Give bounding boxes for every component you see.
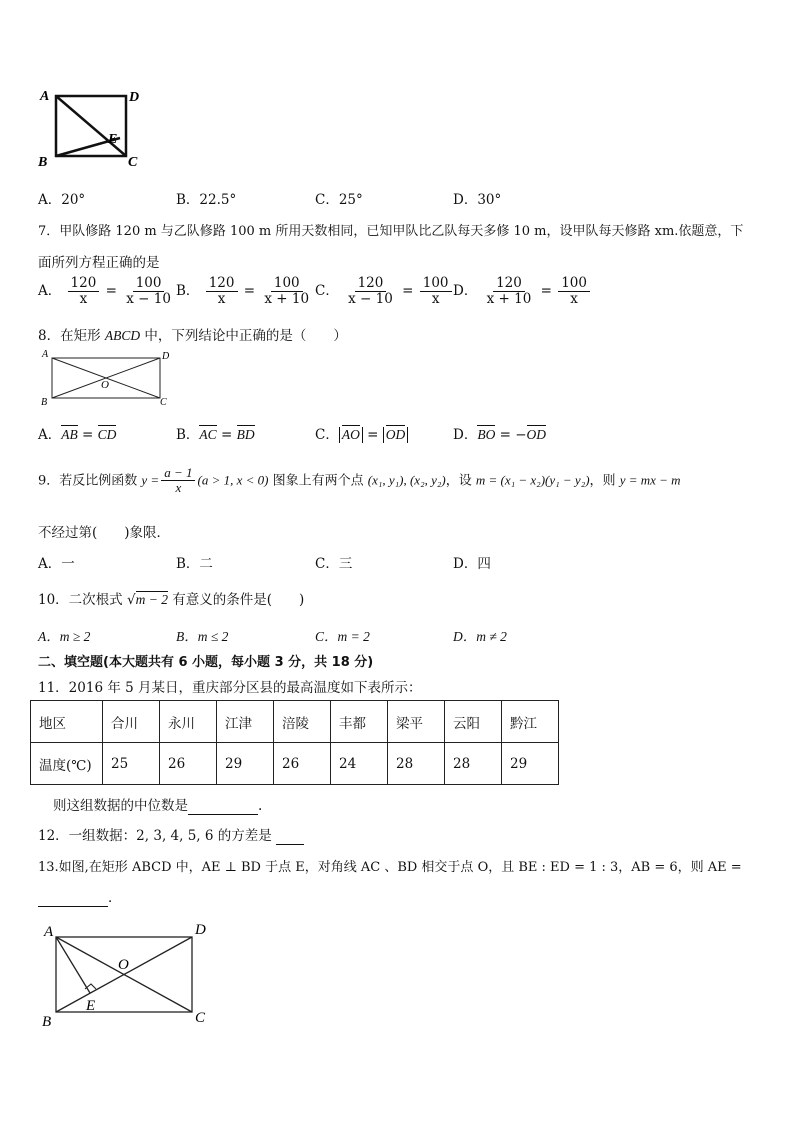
square-abcd-diagram bbox=[36, 86, 146, 172]
answer-blank[interactable] bbox=[276, 828, 304, 845]
label-A: A bbox=[44, 924, 54, 940]
q10-stem: 10．二次根式 √m − 2 有意义的条件是( ) bbox=[38, 592, 305, 608]
q9-option-a[interactable]: A．一 bbox=[38, 556, 75, 572]
q7-option-b[interactable]: B． $\frac{120}{x}$ = $\frac{100}{x + 10}$ bbox=[176, 276, 314, 307]
q9-stem-line2: 不经过第( )象限． bbox=[38, 525, 171, 541]
answer-blank[interactable] bbox=[38, 890, 108, 907]
answer-blank[interactable] bbox=[188, 798, 258, 815]
label-A: A bbox=[40, 89, 50, 104]
label-E: E bbox=[86, 998, 96, 1014]
option-label: B． bbox=[176, 282, 200, 299]
q11-stem: 11．2016 年 5 月某日，重庆部分区县的最高温度如下表所示： bbox=[38, 680, 422, 696]
q11-question: 则这组数据的中位数是 . bbox=[53, 798, 263, 814]
q8-option-d[interactable]: D．BO = −OD bbox=[453, 427, 547, 443]
fraction-left: $\frac{120}{x}$ bbox=[206, 276, 238, 307]
rectangle-abcd-diagram bbox=[38, 346, 178, 410]
label-B: B bbox=[38, 155, 48, 170]
temperature-table bbox=[30, 700, 559, 785]
q13-figure bbox=[38, 918, 218, 1030]
label-E: E bbox=[108, 132, 118, 147]
q6-option-c[interactable]: C．25° bbox=[315, 192, 363, 208]
label-O: O bbox=[118, 957, 129, 973]
label-O: O bbox=[101, 379, 109, 391]
fraction-left: $\frac{120}{x}$ bbox=[68, 276, 100, 307]
q8-figure bbox=[38, 346, 178, 410]
table-row bbox=[31, 701, 559, 743]
table-cell: 江津 bbox=[217, 701, 274, 743]
table-cell: 丰都 bbox=[331, 701, 388, 743]
q13-stem: 13.如图,在矩形 ABCD 中，AE ⊥ BD 于点 E，对角线 AC 、BD 相交于点 O，且 BE : ED = 1 : 3，AB = 6，则 AE = bbox=[38, 860, 742, 875]
option-label: A． bbox=[38, 282, 62, 299]
q10-option-c[interactable]: C．m = 2 bbox=[315, 629, 370, 644]
table-cell: 29 bbox=[217, 743, 274, 785]
rectangle-abcd-ae-diagram bbox=[38, 918, 218, 1030]
fraction-right: $\frac{100}{x - 10}$ bbox=[126, 275, 171, 307]
fraction-right: $\frac{100}{x + 10}$ bbox=[264, 275, 310, 307]
q6-option-b[interactable]: B．22.5° bbox=[176, 192, 237, 208]
q6-option-d[interactable]: D．30° bbox=[453, 192, 502, 208]
label-D: D bbox=[162, 351, 170, 362]
table-cell: 梁平 bbox=[388, 701, 445, 743]
table-cell: 28 bbox=[388, 743, 445, 785]
fraction-right: $\frac{100}{x}$ bbox=[420, 276, 452, 307]
q10-option-a[interactable]: A．m ≥ 2 bbox=[38, 629, 91, 644]
q7-stem-line2: 面所列方程正确的是 bbox=[38, 255, 160, 271]
table-cell: 黔江 bbox=[502, 701, 559, 743]
label-C: C bbox=[160, 397, 167, 408]
q7-option-a[interactable]: A． $\frac{120}{x}$ = $\frac{100}{x - 10}$ bbox=[38, 276, 176, 307]
q10-option-b[interactable]: B．m ≤ 2 bbox=[176, 629, 229, 644]
label-A: A bbox=[42, 349, 49, 360]
q6-figure bbox=[36, 86, 146, 172]
table-cell: 合川 bbox=[103, 701, 160, 743]
option-label: C． bbox=[315, 282, 339, 299]
q8-option-c[interactable]: C． AO = OD bbox=[315, 423, 408, 443]
table-cell: 26 bbox=[160, 743, 217, 785]
table-cell: 24 bbox=[331, 743, 388, 785]
table-cell: 26 bbox=[274, 743, 331, 785]
q7-option-c[interactable]: C． $\frac{120}{x - 10}$ = $\frac{100}{x}$ bbox=[315, 276, 454, 307]
q9-option-b[interactable]: B．二 bbox=[176, 556, 213, 572]
q6-option-a[interactable]: A．20° bbox=[38, 192, 86, 208]
sqrt-sign: √ bbox=[126, 592, 136, 608]
table-cell: 云阳 bbox=[445, 701, 502, 743]
q9-option-d[interactable]: D．四 bbox=[453, 556, 491, 572]
table-cell: 28 bbox=[445, 743, 502, 785]
table-cell: 涪陵 bbox=[274, 701, 331, 743]
q8-option-b[interactable]: B．AC = BD bbox=[176, 427, 255, 443]
fraction-left: $\frac{120}{x - 10}$ bbox=[348, 275, 393, 307]
fraction: $\frac{a - 1}{x}$ bbox=[161, 466, 195, 496]
q12-stem: 12．一组数据：2, 3, 4, 5, 6 的方差是 bbox=[38, 824, 304, 845]
option-label: D． bbox=[453, 282, 478, 299]
table-cell: 29 bbox=[502, 743, 559, 785]
label-C: C bbox=[195, 1010, 206, 1026]
label-B: B bbox=[42, 1014, 52, 1030]
table-row bbox=[31, 743, 559, 785]
table-cell: 永川 bbox=[160, 701, 217, 743]
q13-answer-line: ． bbox=[38, 886, 122, 907]
table-cell: 地区 bbox=[31, 701, 103, 743]
q7-option-d[interactable]: D． $\frac{120}{x + 10}$ = $\frac{100}{x}$ bbox=[453, 276, 592, 307]
label-D: D bbox=[195, 922, 206, 938]
fraction-left: $\frac{120}{x + 10}$ bbox=[486, 275, 532, 307]
q9-option-c[interactable]: C．三 bbox=[315, 556, 353, 572]
label-D: D bbox=[129, 90, 140, 105]
q8-stem: 8．在矩形 ABCD 中，下列结论中正确的是（ ） bbox=[38, 328, 347, 344]
q8-option-a[interactable]: A．AB = CD bbox=[38, 427, 117, 443]
section-title: 二、填空题(本大题共有 6 小题，每小题 3 分，共 18 分) bbox=[38, 655, 374, 670]
q7-stem-line1: 7．甲队修路 120 m 与乙队修路 100 m 所用天数相同，已知甲队比乙队每天多修 10 m，设甲队每天修路 xm.依题意，下 bbox=[38, 224, 744, 239]
table-cell: 温度(℃) bbox=[31, 743, 103, 785]
q10-option-d[interactable]: D．m ≠ 2 bbox=[453, 629, 507, 644]
label-C: C bbox=[128, 155, 138, 170]
table-cell: 25 bbox=[103, 743, 160, 785]
fraction-right: $\frac{100}{x}$ bbox=[558, 276, 590, 307]
q9-stem: 9．若反比例函数 y = $\frac{a - 1}{x}$ (a > 1, x < 0) 图象上有两个点 (x₁, y₁), (x₂, y₂)，设 m = (x₁ − x₂)(y₁ − y₂)，则 y = mx − m bbox=[38, 465, 681, 496]
label-B: B bbox=[41, 397, 48, 408]
